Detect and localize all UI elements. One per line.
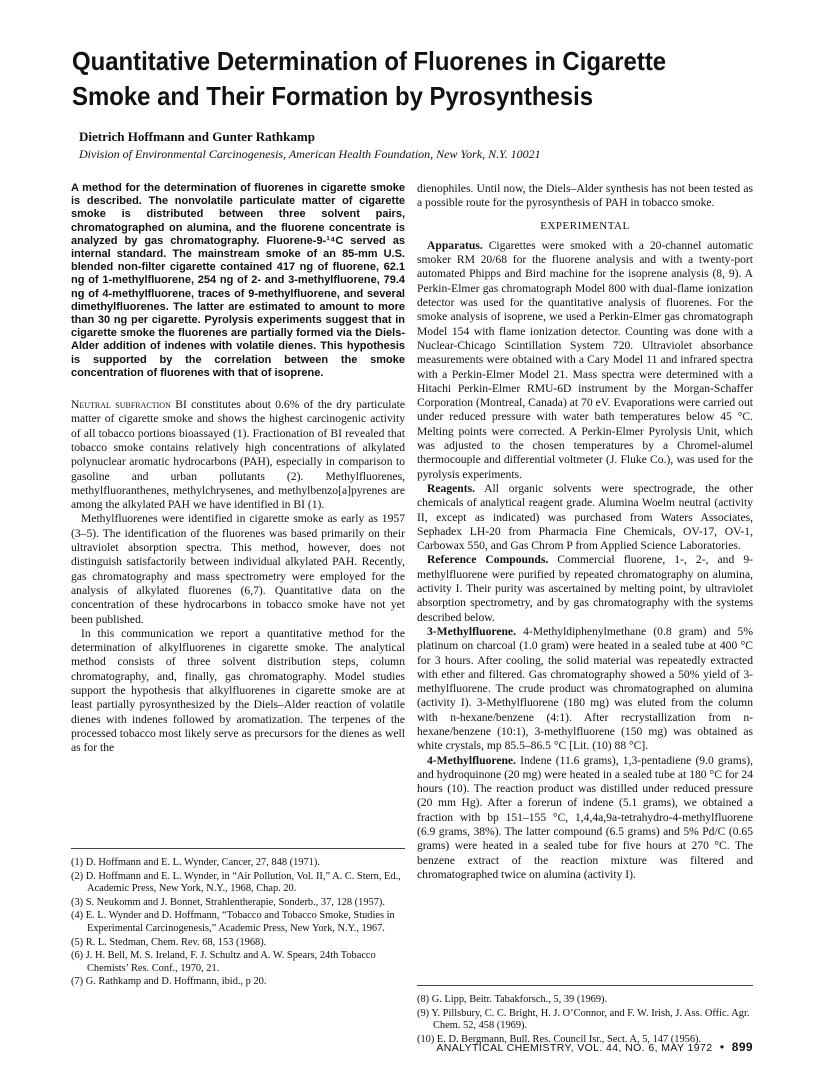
intro-paragraph-2: Methylfluorenes were identified in cigarette smoke as early as 1957 (3–5). The identification of the fluorenes was based primarily on their ultraviolet absorption spectra. This method, however, does not distinguish satisfactorily between individual alkylated PAH. Recently, gas chromatography and mass spectrometry were employed for the analysis of alkylated fluorenes (6,7). Quantitative data on the concentration of these hydrocarbons in tobacco smoke have not yet been published.	[71, 512, 405, 626]
reference-compounds-paragraph	[417, 553, 753, 624]
article-title: Quantitative Determination of Fluorenes in Cigarette Smoke and Their Formation by Pyrosynthesis	[72, 46, 667, 111]
footnote: (4) E. L. Wynder and D. Hoffmann, “Tobacco and Tobacco Smoke, Studies in Experimental Carcinogenesis,” Academic Press, New York, N.Y., 1967.	[71, 910, 395, 934]
reference-compounds-heading: Reference Compounds.	[427, 553, 549, 567]
intro-paragraph-3: In this communication we report a quantitative method for the determination of alkylfluorenes in cigarette smoke. The analytical method consists of three solvent distribution steps, column chromatography, and, finally, gas chromatography. Model studies support the hypothesis that alkylfluorenes in cigarette smoke are at least partially pyrosynthesized by the Diels–Alder reaction of volatile dienes with indenes followed by aromatization. The terpenes of the processed tobacco most likely serve as precursors for the dienes as well as for the	[71, 626, 405, 755]
footnote: (8) G. Lipp, Beitr. Tabakforsch., 5, 39 (1969).	[417, 994, 608, 1005]
footnote: (3) S. Neukomm and J. Bonnet, Strahlentherapie, Sonderb., 37, 128 (1957).	[71, 896, 385, 908]
apparatus-paragraph	[417, 239, 753, 482]
right-column	[417, 182, 753, 882]
methylfluorene-3-paragraph	[417, 625, 753, 754]
intro-lead: Neutral subfraction	[71, 398, 171, 412]
reagents-heading: Reagents.	[427, 481, 475, 495]
continued-paragraph: dienophiles. Until now, the Diels–Alder synthesis has not been tested as a possible route for the pyrosynthesis of PAH in tobacco smoke.	[417, 182, 753, 210]
footnote: (6) J. H. Bell, M. S. Ireland, F. J. Schultz and A. W. Spears, 24th Tobacco Chemists’ Res. Conf., 1970, 21.	[71, 950, 376, 974]
author-line: Dietrich Hoffmann and Gunter Rathkamp	[79, 129, 315, 144]
methylfluorene-4-text: Indene (11.6 grams), 1,3-pentadiene (9.0 grams), and hydroquinone (20 mg) were heated in a sealed tube at 180 °C for 24 hours (10). The reaction product was distilled under reduced pressure (20 mm Hg). After a forerun of indene (5.1 grams), we obtained a fraction with bp 151–155 °C, 1,4,4a,9a-tetrahydro-4-methylfluorene (6.9 grams, 38%). The latter compound (6.5 grams) and 5% Pd/C (0.65 grams) were heated in a sealed tube for five hours at 270 °C. The benzene extract of the reaction mixture was filtered and chromatographed twice on alumina (activity I).	[417, 753, 753, 881]
section-heading-experimental: EXPERIMENTAL	[540, 219, 630, 232]
reference-compounds-text: Commercial fluorene, 1-, 2-, and 9-methylfluorene were purified by repeated chromatography on alumina, activity I. Their purity was ascertained by melting point, by ultraviolet absorption spectrometry, and by gas chromatography with the systems described below.	[417, 553, 753, 624]
page-footer	[417, 1040, 753, 1054]
footnote: (9) Y. Pillsbury, C. C. Bright, H. J. O’Connor, and F. W. Irish, J. Ass. Offic. Agr. Chem. 52, 458 (1969).	[417, 1007, 750, 1032]
reagents-text: All organic solvents were spectrograde, the other chemicals of analytical reagent grade. Alumina Woelm neutral (activity II, except as indicated) was purchased from Waters Associates, Sephadex LH-20 from Pharmacia Fine Chemicals, OV-17, OV-1, Carbowax 550, and Gas Chrom P from Applied Science Laboratories.	[417, 481, 753, 553]
methylfluorene-3-heading: 3-Methylfluorene.	[427, 624, 516, 638]
footnote: (7) G. Rathkamp and D. Hoffmann, ibid., p 20.	[71, 976, 267, 988]
methylfluorene-4-heading: 4-Methylfluorene.	[427, 753, 516, 767]
footnotes-right	[417, 985, 753, 1047]
journal-citation: ANALYTICAL CHEMISTRY, VOL. 44, NO. 6, MAY 1972	[436, 1042, 713, 1054]
affiliation: Division of Environmental Carcinogenesis, American Health Foundation, New York, N.Y. 10021	[79, 147, 541, 161]
footnote: (2) D. Hoffmann and E. L. Wynder, in “Air Pollution, Vol. II,” A. C. Stern, Ed., Academic Press, New York, N.Y., 1968, Chap. 20.	[71, 870, 401, 895]
footnote: (1) D. Hoffmann and E. L. Wynder, Cancer, 27, 848 (1971).	[71, 857, 320, 868]
apparatus-text: Cigarettes were smoked with a 20-channel automatic smoker RM 20/68 for the fluorene analysis and with a twenty-port automated Phipps and Bird machine for the isoprene analysis (8, 9). A Perkin-Elmer gas chromatograph Model 800 with dual-flame ionization detector was used for the quantitative analysis of fluorenes. For the smoke analysis of isoprene, we used a Perkin-Elmer gas chromatograph Model 154 with flame ionization detector. Counting was done with a Nuclear-Chicago Scintillation System 720. Ultraviolet absorbance measurements were obtained with a Cary Model 11 and infrared spectra with a Perkin-Elmer Model 21. Mass spectra were determined with a Hitachi Perkin-Elmer RMU-6D instrument by the Morgan-Schaffer Corporation (Montreal, Canada) at 70 eV. Evaporations were carried out under reduced pressure with water bath temperatures below 45 °C. Melting points were corrected. A Perkin-Elmer Pyrolysis Unit, which was adjusted to the chosen temperatures by a Chromel-alumel thermocouple and differential voltmeter (J. Fluke Co.), was used for the pyrolysis experiments.	[417, 238, 753, 481]
abstract: A method for the determination of fluorenes in cigarette smoke is described. The nonvolatile particulate matter of cigarette smoke is distributed between three solvent pairs, chromatographed on alumina, and the fluorene concentrate is analyzed by gas chromatography. Fluorene-9-¹⁴C served as internal standard. The mainstream smoke of an 85-mm U.S. blended non-filter cigarette contained 417 ng of fluorene, 62.1 ng of 1-methylfluorene, 254 ng of 2- and 3-methylfluorene, 79.4 ng of 4-methylfluorene, traces of 9-methylfluorene, and several dimethylfluorenes. The latter are estimated to amount to more than 30 ng per cigarette. Pyrolysis experiments suggest that in cigarette smoke the fluorenes are partially formed via the Diels-Alder addition of indenes with volatile dienes. This hypothesis is supported by the correlation between the smoke concentration of fluorenes with that of isoprene.	[71, 182, 405, 379]
methylfluorene-4-paragraph	[417, 754, 753, 883]
intro-paragraph-1	[71, 398, 405, 512]
apparatus-heading: Apparatus.	[427, 238, 483, 252]
footnotes-left	[71, 848, 405, 990]
footnote: (10) E. D. Bergmann, Bull. Res. Council Isr., Sect. A, 5, 147 (1956).	[417, 1033, 702, 1045]
reagents-paragraph	[417, 482, 753, 553]
bullet-separator: •	[719, 1040, 725, 1054]
methylfluorene-3-text: 4-Methyldiphenylmethane (0.8 gram) and 5% platinum on charcoal (1.0 gram) were heated in a sealed tube at 400 °C for 3 hours. After cooling, the solid material was repeatedly extracted with ether and filtered. Gas chromatography showed a 50% yield of 3-methylfluorene. The crude product was chromatographed on alumina (activity I). 3-Methylfluorene (180 mg) was eluted from the column with n-hexane/benzene (4:1). After recrystallization from n-hexane/benzene (10:1), 3-methylfluorene (150 mg) was obtained as white crystals, mp 85.5–86.5 °C [Lit. (10) 88 °C].	[417, 624, 753, 753]
intro-text-1: BI constitutes about 0.6% of the dry particulate matter of cigarette smoke and shows the highest carcinogenic activity of all tobacco portions bioassayed (1). Fractionation of BI revealed that tobacco smoke contains relatively high concentrations of alkylated polynuclear aromatic hydrocarbons (PAH), especially in comparison to gasoline and urban pollutants (2). Methylfluorenes, methylfluoranthenes, methylchrysenes, and methylbenzo[a]pyrenes are among the alkylated PAH we have identified in BI (1).	[71, 398, 406, 512]
page-number: 899	[731, 1040, 753, 1054]
footnote: (5) R. L. Stedman, Chem. Rev. 68, 153 (1968).	[71, 936, 267, 948]
left-column	[71, 182, 405, 755]
